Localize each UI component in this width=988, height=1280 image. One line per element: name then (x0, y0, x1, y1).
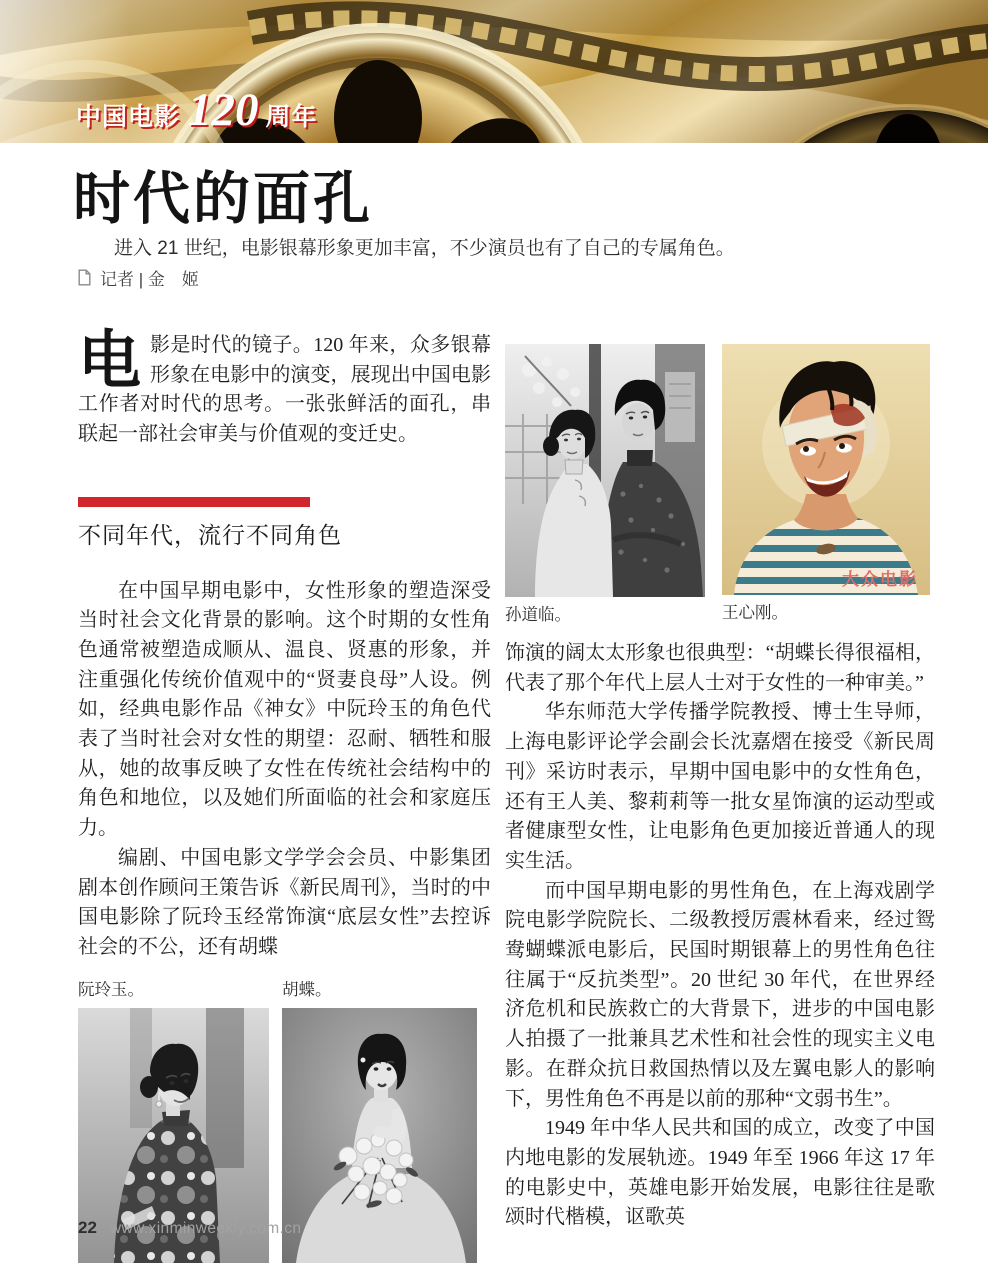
photo-hu-die (282, 979, 477, 1263)
dropcap: 电 (78, 326, 141, 396)
header-banner (0, 0, 988, 143)
paragraph: 饰演的阔太太形象也很典型：“胡蝶长得很福相，代表了那个年代上层人士对于女性的一种审美。” (505, 642, 935, 694)
anniversary-label (76, 84, 318, 136)
left-column (78, 326, 491, 1263)
actor-photo-row (505, 344, 935, 625)
page-title: 时代的面孔 (73, 167, 373, 231)
byline-text: 记者 | 金 姬 (100, 270, 199, 289)
anniversary-label-prefix: 中国电影 (76, 103, 181, 131)
intro-text: 影是时代的镜子。120 年来，众多银幕形象在电影中的演变，展现出中国电影工作者对时代的思考。一张张鲜活的面孔，串联起一部社会审美与价值观的变迁史。 (78, 334, 491, 446)
hu-die-portrait-image (282, 1008, 477, 1263)
section-accent-bar (78, 497, 310, 507)
sun-daolin-film-still-image (505, 344, 705, 597)
photo-caption: 胡蝶。 (282, 979, 332, 999)
wang-xingang-portrait-image (722, 344, 930, 595)
page-icon (77, 269, 92, 286)
byline (77, 265, 199, 290)
photo-caption: 孙道临。 (505, 605, 571, 624)
page-number: 22 (78, 1218, 97, 1237)
popular-cinema-logo: 大众电影 (842, 570, 918, 589)
paragraph: 而中国早期电影的男性角色，在上海戏剧学院电影学院院长、二级教授厉震林看来，经过鸳鸯蝴蝶派电影后，民国时期银幕上的男性角色往往属于“反抗类型”。20 世纪 30 年代，在世界经济危机和民族救亡的大背景下，进步的中国电影人拍摄了一批兼具艺术性和社会性的现实主义电影。在群众抗日救国热情以及左翼电影人的影响下，男性角色不再是以前的那种“文弱书生”。 (505, 879, 935, 1110)
paragraph: 在中国早期电影中，女性形象的塑造深受当时社会文化背景的影响。这个时期的女性角色通常被塑造成顺从、温良、贤惠的形象，并注重强化传统价值观中的“贤妻良母”人设。例如，经典电影作品《神女》中阮玲玉的角色代表了当时社会对女性的期望：忍耐、牺牲和服从，她的故事反映了女性在传统社会结构中的角色和地位，以及她们所面临的社会和家庭压力。 (78, 579, 491, 840)
website-url: www.xinminweekly.com.cn (109, 1220, 302, 1237)
intro-paragraph (78, 326, 491, 450)
article-subtitle: 进入 21 世纪，电影银幕形象更加丰富，不少演员也有了自己的专属角色。 (114, 238, 735, 259)
section-title: 不同年代，流行不同角色 (78, 522, 342, 548)
page-footer (78, 1218, 301, 1238)
right-column (505, 344, 935, 1233)
photo-sun-daolin (505, 344, 705, 625)
photo-wang-xingang (722, 344, 930, 625)
paragraph: 编剧、中国电影文学学会会员、中影集团剧本创作顾问王策告诉《新民周刊》，当时的中国电影除了阮玲玉经常饰演“底层女性”去控诉社会的不公，还有胡蝶 (78, 846, 491, 958)
photo-caption: 阮玲玉。 (78, 979, 144, 999)
paragraph: 华东师范大学传播学院教授、博士生导师，上海电影评论学会副会长沈嘉熠在接受《新民周刊》采访时表示，早期中国电影中的女性角色，还有王人美、黎莉莉等一批女星饰演的运动型或者健康型女性，让电影角色更加接近普通人的现实生活。 (505, 701, 935, 872)
paragraph: 1949 年中华人民共和国的成立，改变了中国内地电影的发展轨迹。1949 年至 1966 年这 17 年的电影史中，英雄电影开始发展，电影往往是歌颂时代楷模，讴歌英 (505, 1117, 935, 1229)
anniversary-label-number: 120 (188, 84, 259, 136)
photo-caption: 王心刚。 (722, 603, 788, 622)
anniversary-label-suffix: 周年 (265, 103, 318, 131)
